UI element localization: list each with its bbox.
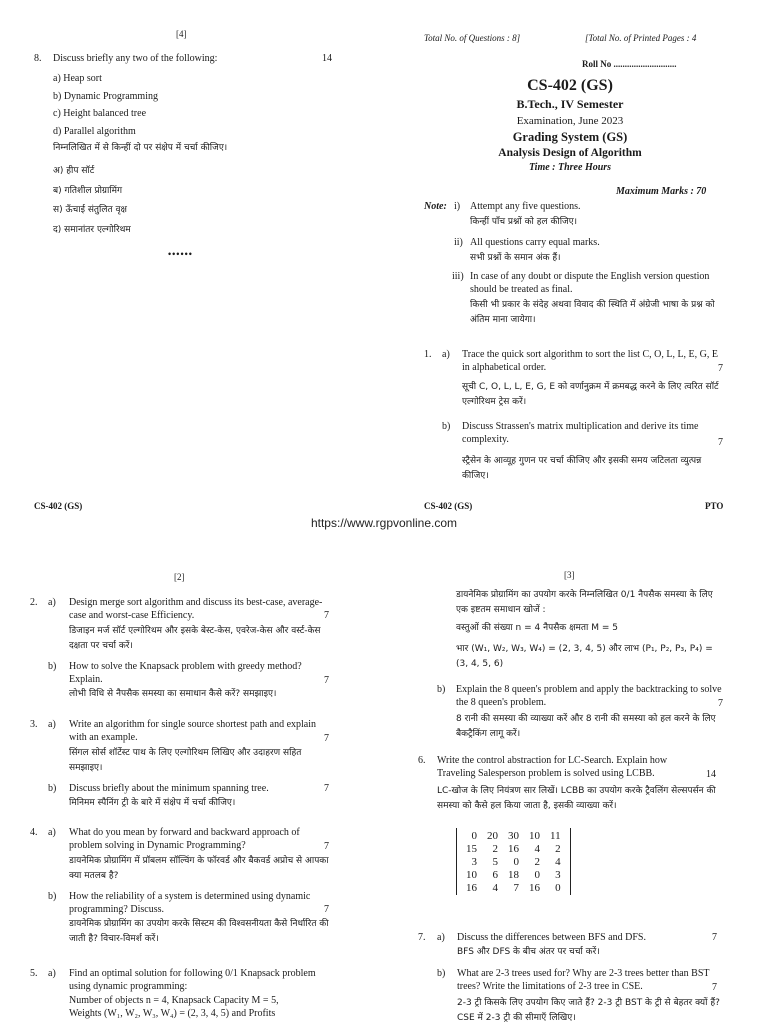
matrix-cell: 16 xyxy=(466,881,477,894)
q7b-text: What are 2-3 trees used for? Why are 2-3 trees better than BST trees? Write the limitations of 2-3 tree in CSE. xyxy=(457,968,710,992)
q3b-hindi: मिनिमम स्पैनिंग ट्री के बारे में संक्षेप में चर्चा कीजिए। xyxy=(69,798,236,808)
q3a-hindi: सिंगल सोर्स शॉर्टेस्ट पाथ के लिए एल्गोरिथम लिखिए और उदाहरण सहित समझाइए। xyxy=(69,748,302,773)
q3b-label: b) xyxy=(48,783,57,794)
q2a-label: a) xyxy=(48,597,56,608)
q5a-hindi-objects: वस्तुओं की संख्या n = 4 नैपसैक क्षमता M = 5 xyxy=(456,623,618,633)
matrix-cell: 6 xyxy=(492,868,498,881)
list-item: ब) गतिशील प्रोग्रामिंग xyxy=(53,185,123,196)
matrix-cell: 0 xyxy=(471,829,477,842)
matrix-cell: 3 xyxy=(471,855,477,868)
paper-header xyxy=(470,76,670,175)
q5b-hindi: 8 रानी की समस्या की व्याख्या करें और 8 रानी की समस्या को हल करने के लिए बैकट्रैकिंग लागू करें। xyxy=(456,714,716,739)
q1a-label: a) xyxy=(442,349,450,360)
grading-system: Grading System (GS) xyxy=(512,130,628,144)
q2b-marks: 7 xyxy=(324,675,329,686)
q4a-label: a) xyxy=(48,827,56,838)
q3a-text: Write an algorithm for single source shortest path and explain with an example. xyxy=(69,719,317,743)
list-item: Number of objects n = 4, Knapsack Capacity M = 5, xyxy=(69,995,279,1006)
q4b-marks: 7 xyxy=(324,904,329,915)
list-item: a) Heap sort xyxy=(53,73,102,84)
q1a-text: Trace the quick sort algorithm to sort the list C, O, L, L, E, G, E in alphabetical order. xyxy=(462,349,718,373)
matrix-row xyxy=(461,868,566,881)
note-3-hi: किसी भी प्रकार के संदेह अथवा विवाद की स्थिति में अंग्रेजी भाषा के प्रश्न को अंतिम माना जायेगा। xyxy=(470,300,715,325)
matrix-cell: 10 xyxy=(466,868,477,881)
matrix-row xyxy=(461,829,566,842)
list-item: अ) हीप सॉर्ट xyxy=(53,166,95,176)
exam-session: Examination, June 2023 xyxy=(516,115,624,127)
note-1-num: i) xyxy=(454,201,461,212)
q8-text: Discuss briefly any two of the following: xyxy=(53,53,218,64)
q5a-hindi: डायनेमिक प्रोग्रामिंग का उपयोग करके निम्नलिखित 0/1 नैपसैक समस्या के लिए एक इष्टतम समाधान खोजें : xyxy=(456,590,713,615)
footer-left: CS-402 (GS) xyxy=(34,501,83,511)
q5a-hindi-weights: भार (W₁, W₂, W₃, W₄) = (2, 3, 4, 5) और लाभ (P₁, P₂, P₃, P₄) = (3, 4, 5, 6) xyxy=(456,644,713,669)
q3a-label: a) xyxy=(48,719,56,730)
q5a-label: a) xyxy=(48,968,56,979)
q8-number: 8. xyxy=(34,53,42,64)
page-number-3: [3] xyxy=(564,570,575,580)
note-3-en: In case of any doubt or dispute the English version question should be treated as final. xyxy=(470,271,710,295)
note-3-num: iii) xyxy=(452,271,464,282)
q7a-hindi: BFS और DFS के बीच अंतर पर चर्चा करें। xyxy=(457,947,600,957)
roll-no: Roll No ............................ xyxy=(582,59,677,69)
total-questions: Total No. of Questions : 8] xyxy=(424,33,521,43)
cost-matrix xyxy=(456,828,571,895)
max-marks: Maximum Marks : 70 xyxy=(616,186,707,197)
matrix-cell: 7 xyxy=(513,881,519,894)
q1b-marks: 7 xyxy=(718,437,723,448)
q2-number: 2. xyxy=(30,597,38,608)
matrix-cell: 11 xyxy=(550,829,561,842)
q5a-text: Find an optimal solution for following 0/1 Knapsack problem using dynamic programming: xyxy=(69,968,316,992)
q5a-detail xyxy=(69,994,339,1020)
matrix-cell: 15 xyxy=(466,842,477,855)
q2a-hindi: डिजाइन मर्ज सॉर्ट एल्गोरिथम और इसके बेस्ट-केस, एवरेज-केस और वर्स्ट-केस दक्षता पर चर्चा करें। xyxy=(69,626,321,651)
matrix-cell: 10 xyxy=(529,829,540,842)
list-item: b) Dynamic Programming xyxy=(53,90,158,102)
matrix-cell: 4 xyxy=(492,881,498,894)
q6-number: 6. xyxy=(418,755,426,766)
matrix-cell: 3 xyxy=(555,868,561,881)
note-label: Note: xyxy=(424,201,447,212)
q4a-text: What do you mean by forward and backward approach of problem solving in Dynamic Programming? xyxy=(69,827,300,851)
q1-number: 1. xyxy=(424,349,432,360)
matrix-cell: 4 xyxy=(534,842,540,855)
q1a-marks: 7 xyxy=(718,363,723,374)
note-2-num: ii) xyxy=(454,237,463,248)
matrix-row xyxy=(461,881,566,894)
matrix-cell: 20 xyxy=(487,829,498,842)
q5b-label: b) xyxy=(437,684,446,695)
matrix-table xyxy=(461,829,566,894)
q4a-hindi: डायनेमिक प्रोग्रामिंग में प्रॉबलम सॉल्विंग के फॉरवर्ड और बैकवर्ड अप्रोच से आपका क्या मतलब है? xyxy=(69,856,329,881)
matrix-cell: 2 xyxy=(555,842,561,855)
note-1-hi: किन्हीं पाँच प्रश्नों को हल कीजिए। xyxy=(470,217,578,227)
source-url[interactable]: https://www.rgpvonline.com xyxy=(310,516,458,530)
q1b-text: Discuss Strassen's matrix multiplication and derive its time complexity. xyxy=(462,421,699,445)
q2b-text: How to solve the Knapsack problem with greedy method? Explain. xyxy=(69,661,302,685)
degree: B.Tech., IV Semester xyxy=(516,97,624,111)
q3-number: 3. xyxy=(30,719,38,730)
q7b-hindi: 2-3 ट्री किसके लिए उपयोग किए जाते हैं? 2-3 ट्री BST के ट्री से बेहतर क्यों हैं? CSE में 2-3 ट्री की सीमाएँ लिखिए। xyxy=(457,998,720,1023)
matrix-cell: 16 xyxy=(508,842,519,855)
list-item: Weights (W₁, W₂, W₃, W₄) = (2, 3, 4, 5) and Profits xyxy=(69,1008,276,1019)
q8-hindi-items xyxy=(53,162,131,240)
q8-marks: 14 xyxy=(322,53,332,64)
q4b-text: How the reliability of a system is determined using dynamic programming? Discuss. xyxy=(69,891,311,915)
q2a-marks: 7 xyxy=(324,610,329,621)
q7b-marks: 7 xyxy=(712,982,717,993)
q1b-label: b) xyxy=(442,421,451,432)
matrix-row xyxy=(461,842,566,855)
list-item: द) समानांतर एल्गोरिथम xyxy=(53,224,131,235)
q5b-text: Explain the 8 queen's problem and apply the backtracking to solve the 8 queen's problem. xyxy=(456,684,722,708)
matrix-cell: 5 xyxy=(492,855,498,868)
q2b-label: b) xyxy=(48,661,57,672)
q6-hindi: LC-खोज के लिए नियंत्रण सार लिखें। LCBB का उपयोग करके ट्रैवलिंग सेल्सपर्सन की समस्या को कैसे हल किया जाता है, इसकी व्याख्या करें। xyxy=(437,786,716,811)
footer-pto: PTO xyxy=(705,501,724,511)
matrix-cell: 18 xyxy=(508,868,519,881)
page-number-2: [2] xyxy=(174,572,185,582)
q3a-marks: 7 xyxy=(324,733,329,744)
matrix-cell: 0 xyxy=(513,855,519,868)
q6-text: Write the control abstraction for LC-Search. Explain how Traveling Salesperson problem is solved using LCBB. xyxy=(437,755,668,779)
note-1-en: Attempt any five questions. xyxy=(470,201,581,212)
q7a-label: a) xyxy=(437,932,445,943)
q1b-hindi: स्ट्रैसेन के आव्यूह गुणन पर चर्चा कीजिए और इसकी समय जटिलता व्युत्पन्न कीजिए। xyxy=(462,456,702,481)
list-item: c) Height balanced tree xyxy=(53,108,147,119)
matrix-row xyxy=(461,855,566,868)
q6-marks: 14 xyxy=(706,769,716,780)
q2b-hindi: लोभी विधि से नैपसैक समस्या का समाधान कैसे करें? समझाइए। xyxy=(69,689,277,699)
subject-title: Analysis Design of Algorithm xyxy=(498,147,642,159)
q7-number: 7. xyxy=(418,932,426,943)
time: Time : Three Hours xyxy=(528,162,612,173)
footer-mid: CS-402 (GS) xyxy=(424,501,473,511)
q4-number: 4. xyxy=(30,827,38,838)
note-2-hi: सभी प्रश्नों के समान अंक हैं। xyxy=(470,253,561,263)
q4a-marks: 7 xyxy=(324,841,329,852)
matrix-cell: 30 xyxy=(508,829,519,842)
q7a-marks: 7 xyxy=(712,932,717,943)
note-2-en: All questions carry equal marks. xyxy=(470,237,600,248)
matrix-cell: 4 xyxy=(555,855,561,868)
matrix-cell: 16 xyxy=(529,881,540,894)
q8-items xyxy=(53,70,158,140)
total-pages: [Total No. of Printed Pages : 4 xyxy=(585,33,697,43)
q5-number: 5. xyxy=(30,968,38,979)
q3b-marks: 7 xyxy=(324,783,329,794)
q1a-hindi: सूची C, O, L, L, E, G, E को वर्णानुक्रम में क्रमबद्ध करने के लिए त्वरित सॉर्ट एल्गोरिथम ट्रेस करें। xyxy=(462,382,719,407)
q7a-text: Discuss the differences between BFS and DFS. xyxy=(457,932,646,943)
end-stars: •••••• xyxy=(168,249,193,259)
q8-hindi: निम्नलिखित में से किन्हीं दो पर संक्षेप में चर्चा कीजिए। xyxy=(53,143,228,153)
q5b-marks: 7 xyxy=(718,698,723,709)
list-item: d) Parallel algorithm xyxy=(53,125,136,137)
q4b-hindi: डायनेमिक प्रोग्रामिंग का उपयोग करके सिस्टम की विश्वसनीयता कैसे निर्धारित की जाती है? विचार-विमर्श करें। xyxy=(69,919,329,944)
q2a-text: Design merge sort algorithm and discuss its best-case, average-case and worst-case Efficiency. xyxy=(69,597,323,621)
matrix-cell: 0 xyxy=(534,868,540,881)
matrix-cell: 0 xyxy=(555,881,561,894)
matrix-cell: 2 xyxy=(534,855,540,868)
q3b-text: Discuss briefly about the minimum spanning tree. xyxy=(69,783,269,794)
matrix-cell: 2 xyxy=(492,842,498,855)
page-number-4: [4] xyxy=(176,29,187,39)
course-code: CS-402 (GS) xyxy=(527,77,613,94)
q7b-label: b) xyxy=(437,968,446,979)
list-item: स) ऊँचाई संतुलित वृक्ष xyxy=(53,205,127,215)
q4b-label: b) xyxy=(48,891,57,902)
